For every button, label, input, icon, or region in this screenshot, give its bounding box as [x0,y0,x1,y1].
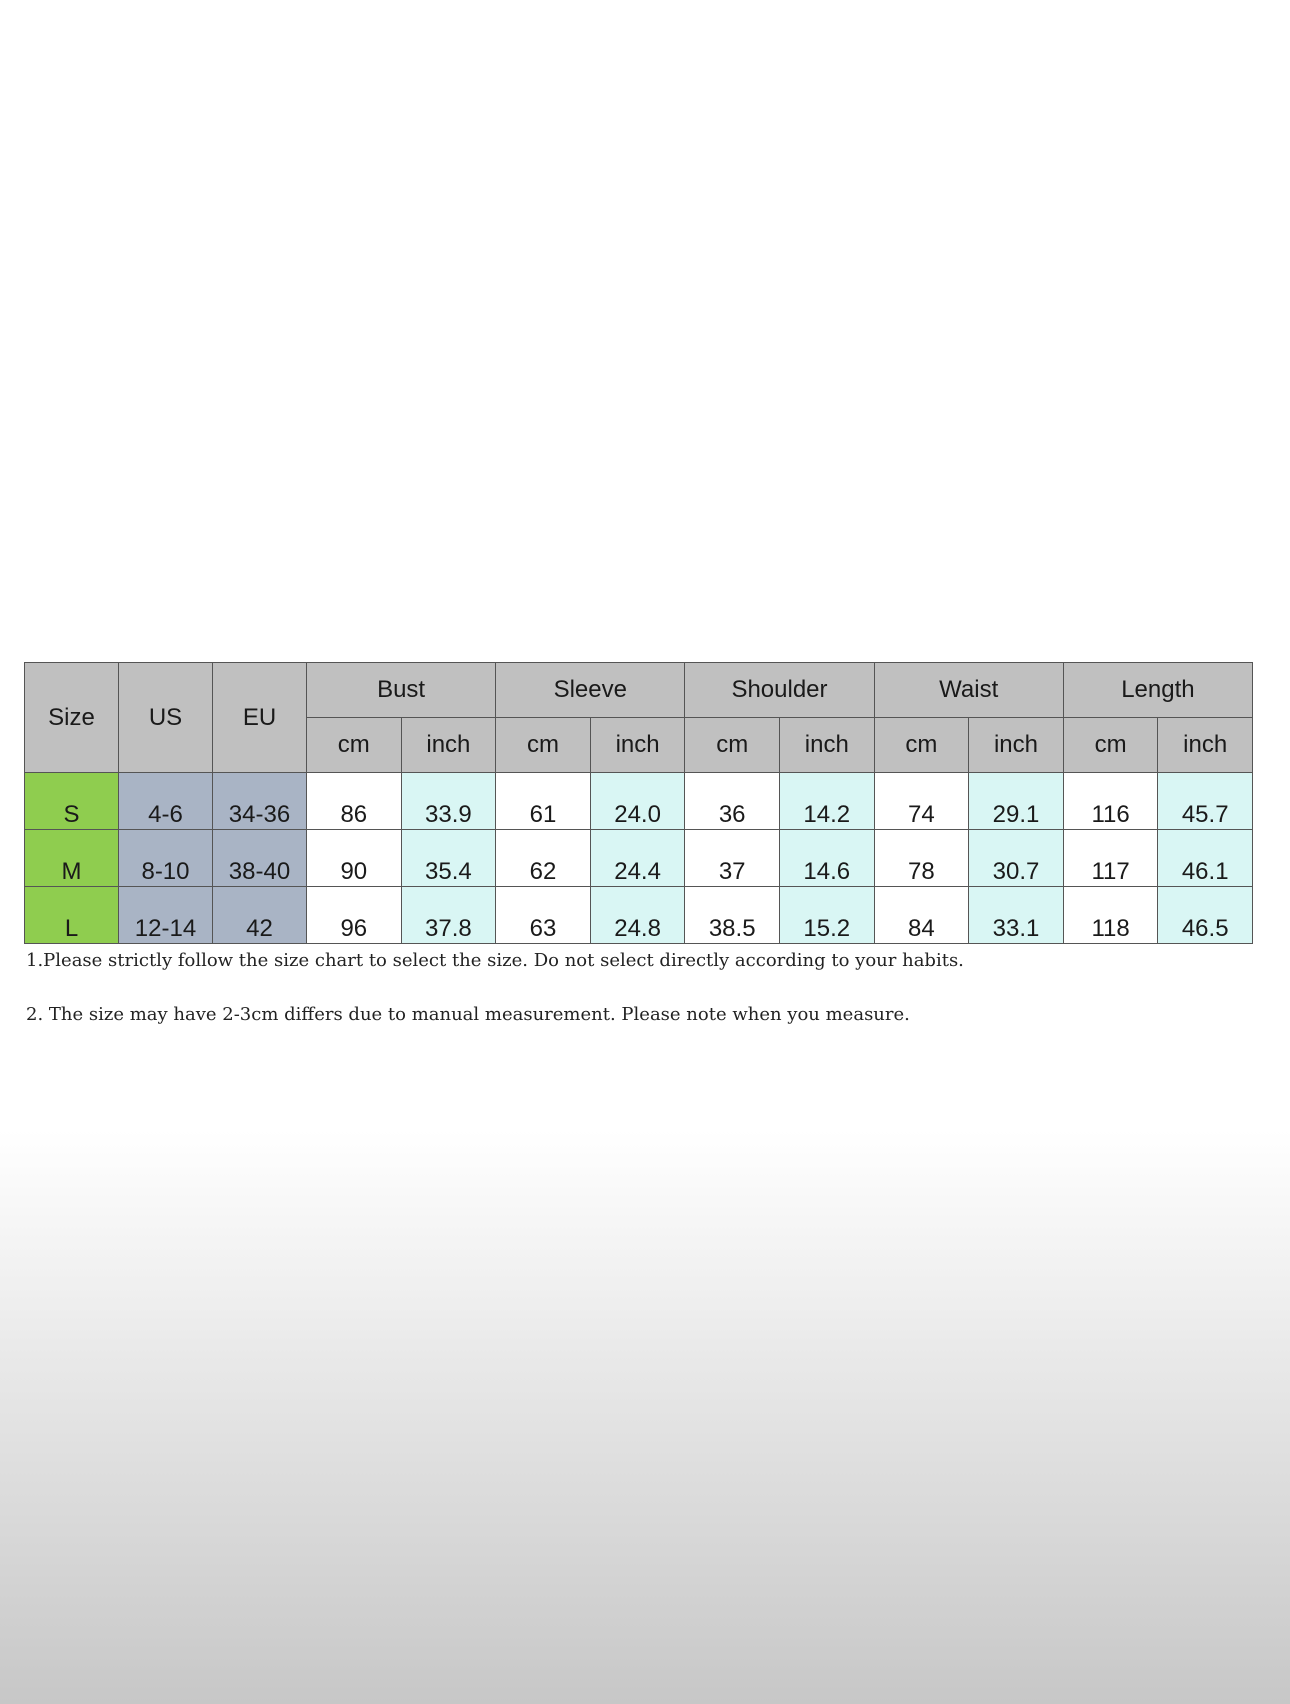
size-chart-table [24,662,1253,944]
waist-cm-cell: 78 [874,830,969,887]
unit-inch: inch [590,718,685,773]
sleeve-cm-cell: 61 [496,773,591,830]
table-row [25,773,1253,830]
size-note-1: 1.Please strictly follow the size chart to select the size. Do not select directly according to your habits. [26,950,964,971]
shoulder-cm-cell: 37 [685,830,780,887]
shoulder-inch-cell: 14.2 [779,773,874,830]
size-chart-body [25,663,1253,944]
header-eu: EU [213,663,307,773]
size-cell: S [25,773,119,830]
header-size: Size [25,663,119,773]
shoulder-cm-cell: 38.5 [685,887,780,944]
header-sleeve: Sleeve [496,663,685,718]
unit-cm: cm [874,718,969,773]
waist-cm-cell: 84 [874,887,969,944]
length-inch-cell: 46.1 [1158,830,1253,887]
bust-inch-cell: 33.9 [401,773,496,830]
bust-cm-cell: 90 [307,830,402,887]
unit-cm: cm [685,718,780,773]
sleeve-cm-cell: 62 [496,830,591,887]
eu-size-cell: 34-36 [213,773,307,830]
bust-cm-cell: 96 [307,887,402,944]
header-waist: Waist [874,663,1063,718]
bust-inch-cell: 37.8 [401,887,496,944]
header-bust: Bust [307,663,496,718]
sleeve-inch-cell: 24.0 [590,773,685,830]
shoulder-cm-cell: 36 [685,773,780,830]
waist-inch-cell: 29.1 [969,773,1064,830]
header-us: US [119,663,213,773]
unit-cm: cm [496,718,591,773]
unit-inch: inch [401,718,496,773]
sleeve-inch-cell: 24.8 [590,887,685,944]
eu-size-cell: 38-40 [213,830,307,887]
shoulder-inch-cell: 15.2 [779,887,874,944]
unit-inch: inch [779,718,874,773]
unit-cm: cm [1063,718,1158,773]
length-inch-cell: 45.7 [1158,773,1253,830]
table-row [25,830,1253,887]
length-cm-cell: 116 [1063,773,1158,830]
us-size-cell: 8-10 [119,830,213,887]
us-size-cell: 4-6 [119,773,213,830]
size-cell: M [25,830,119,887]
bust-inch-cell: 35.4 [401,830,496,887]
table-row [25,887,1253,944]
header-shoulder: Shoulder [685,663,874,718]
header-length: Length [1063,663,1252,718]
size-note-2: 2. The size may have 2-3cm differs due to manual measurement. Please note when you measure. [26,1004,910,1025]
waist-inch-cell: 30.7 [969,830,1064,887]
length-inch-cell: 46.5 [1158,887,1253,944]
size-cell: L [25,887,119,944]
bust-cm-cell: 86 [307,773,402,830]
unit-inch: inch [969,718,1064,773]
shoulder-inch-cell: 14.6 [779,830,874,887]
sleeve-cm-cell: 63 [496,887,591,944]
length-cm-cell: 118 [1063,887,1158,944]
waist-inch-cell: 33.1 [969,887,1064,944]
length-cm-cell: 117 [1063,830,1158,887]
unit-inch: inch [1158,718,1253,773]
unit-cm: cm [307,718,402,773]
us-size-cell: 12-14 [119,887,213,944]
header-row-groups [25,663,1253,718]
sleeve-inch-cell: 24.4 [590,830,685,887]
eu-size-cell: 42 [213,887,307,944]
waist-cm-cell: 74 [874,773,969,830]
